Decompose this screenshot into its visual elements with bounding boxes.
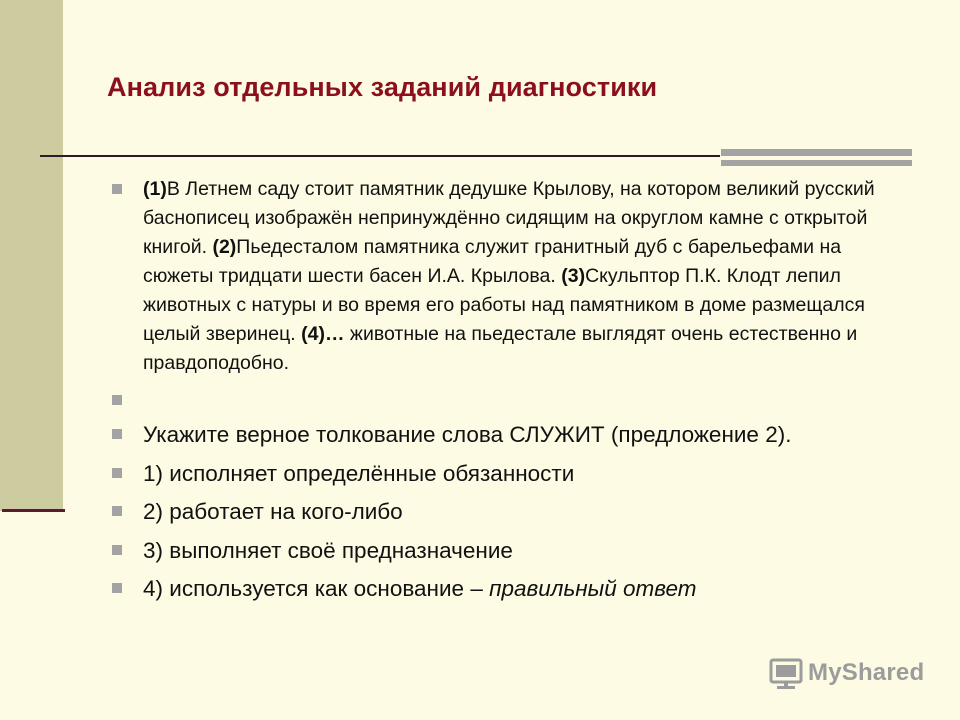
bullet-square-icon	[112, 429, 122, 439]
accent-bar-top	[721, 149, 912, 156]
passage-text	[112, 175, 902, 378]
bullet-square-icon	[112, 506, 122, 516]
sentence-1-number: (1)	[143, 178, 167, 200]
answer-option-3	[112, 532, 902, 571]
option-4-text: 4) используется как основание –	[143, 576, 490, 601]
accent-bar-bottom	[721, 160, 912, 166]
option-2-text: 2) работает на кого-либо	[143, 499, 403, 524]
sentence-3-number: (3)	[561, 265, 586, 287]
bullet-square-icon	[112, 184, 122, 194]
myshared-logo-icon	[768, 655, 804, 691]
slide-title: Анализ отдельных заданий диагностики	[107, 72, 658, 102]
answer-option-2	[112, 493, 902, 532]
bullet-square-icon	[112, 583, 122, 593]
answer-option-4	[112, 570, 902, 609]
sentence-2-number: (2)	[212, 236, 237, 258]
question-label: Укажите верное толкование слова СЛУЖИТ (предложение 2).	[143, 422, 792, 447]
watermark	[768, 655, 924, 691]
bullet-square-icon	[112, 395, 122, 405]
sidebar-decoration	[0, 0, 63, 511]
correct-answer-note: правильный ответ	[489, 576, 697, 601]
option-3-text: 3) выполняет своё предназначение	[143, 537, 513, 563]
option-1-text: 1) исполняет определённые обязанности	[143, 460, 575, 486]
title-underline	[40, 155, 720, 157]
sidebar-rule	[2, 509, 65, 512]
sentence-2-text: Пьедесталом памятника служит гранитный дуб с барельефами на сюжеты тридцати шести басен И.А. Крылова.	[143, 236, 842, 287]
sentence-4-text: животные на пьедестале выглядят очень естественно и правдоподобно.	[143, 323, 858, 374]
bullet-square-icon	[112, 545, 122, 555]
content-list	[112, 175, 902, 609]
sentence-1-text: В Летнем саду стоит памятник дедушке Крылову, на котором великий русский баснописец изображён непринуждённо сидящим на округлом камне с открытой книгой.	[143, 178, 875, 258]
sentence-3-text: Скульптор П.К. Клодт лепил животных с натуры и во время его работы над памятником в доме размещался целый зверинец.	[143, 265, 865, 345]
watermark-text: MyShared	[808, 659, 925, 686]
question-text	[112, 416, 902, 455]
bullet-square-icon	[112, 468, 122, 478]
sentence-4-number: (4)…	[301, 323, 345, 345]
answer-option-1	[112, 455, 902, 494]
empty-bullet-item	[112, 386, 902, 416]
